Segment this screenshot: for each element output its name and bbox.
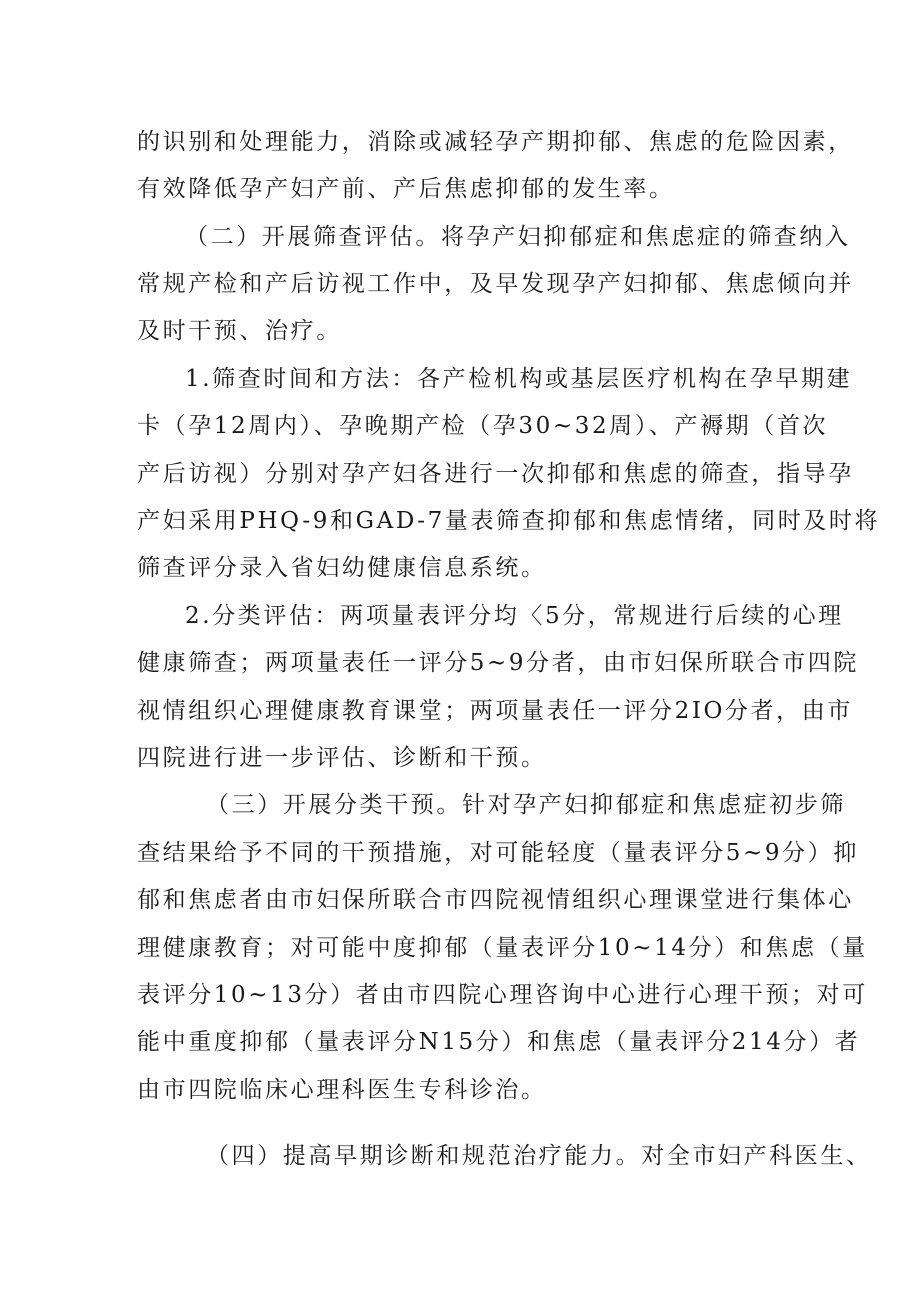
text-line-20: 能中重度抑郁（量表评分N15分）和焦虑（量表评分214分）者 bbox=[137, 1029, 861, 1055]
text-line-7: 卡（孕12周内）、孕晚期产检（孕30~32周）、产褥期（首次 bbox=[137, 413, 829, 439]
text-line-19: 表评分10~13分）者由市四院心理咨询中心进行心理干预；对可 bbox=[137, 982, 868, 1008]
text-line-5: 及时干预、治疗。 bbox=[137, 318, 342, 344]
text-line-8: 产后访视）分别对孕产妇各进行一次抑郁和焦虑的筛查，指导孕 bbox=[137, 461, 854, 487]
text-line-9: 产妇采用PHQ-9和GAD-7量表筛查抑郁和焦虑情绪，同时及时将 bbox=[137, 508, 881, 534]
text-line-12: 健康筛查；两项量表任一评分5~9分者，由市妇保所联合市四院 bbox=[137, 650, 859, 676]
section-heading-3: （三）开展分类干预。针对孕产妇抑郁症和焦虑症初步筛 bbox=[206, 792, 846, 818]
section-heading-4: （四）提高早期诊断和规范治疗能力。对全市妇产科医生、 bbox=[206, 1143, 872, 1169]
text-line-14: 四院进行进一步评估、诊断和干预。 bbox=[137, 745, 547, 771]
text-line-18: 理健康教育；对可能中度抑郁（量表评分10~14分）和焦虑（量 bbox=[137, 935, 868, 961]
section-heading-2: （二）开展筛查评估。将孕产妇抑郁症和焦虑症的筛查纳入 bbox=[185, 224, 851, 250]
text-line-21: 由市四院临床心理科医生专科诊治。 bbox=[137, 1077, 547, 1103]
text-line-17: 郁和焦虑者由市妇保所联合市四院视情组织心理课堂进行集体心 bbox=[137, 887, 854, 913]
text-line-10: 筛查评分录入省妇幼健康信息系统。 bbox=[137, 555, 547, 581]
item-heading-2: 2.分类评估：两项量表评分均〈5分，常规进行后续的心理 bbox=[185, 603, 844, 629]
text-line-1: 的识别和处理能力，消除或减轻孕产期抑郁、焦虑的危险因素， bbox=[137, 129, 854, 155]
text-line-13: 视情组织心理健康教育课堂；两项量表任一评分2IO分者，由市 bbox=[137, 698, 853, 724]
text-line-4: 常规产检和产后访视工作中，及早发现孕产妇抑郁、焦虑倾向并 bbox=[137, 271, 854, 297]
item-heading-1: 1.筛查时间和方法：各产检机构或基层医疗机构在孕早期建 bbox=[185, 366, 853, 392]
text-line-2: 有效降低孕产妇产前、产后焦虑抑郁的发生率。 bbox=[137, 176, 675, 202]
text-line-16: 查结果给予不同的干预措施，对可能轻度（量表评分5~9分）抑 bbox=[137, 840, 859, 866]
